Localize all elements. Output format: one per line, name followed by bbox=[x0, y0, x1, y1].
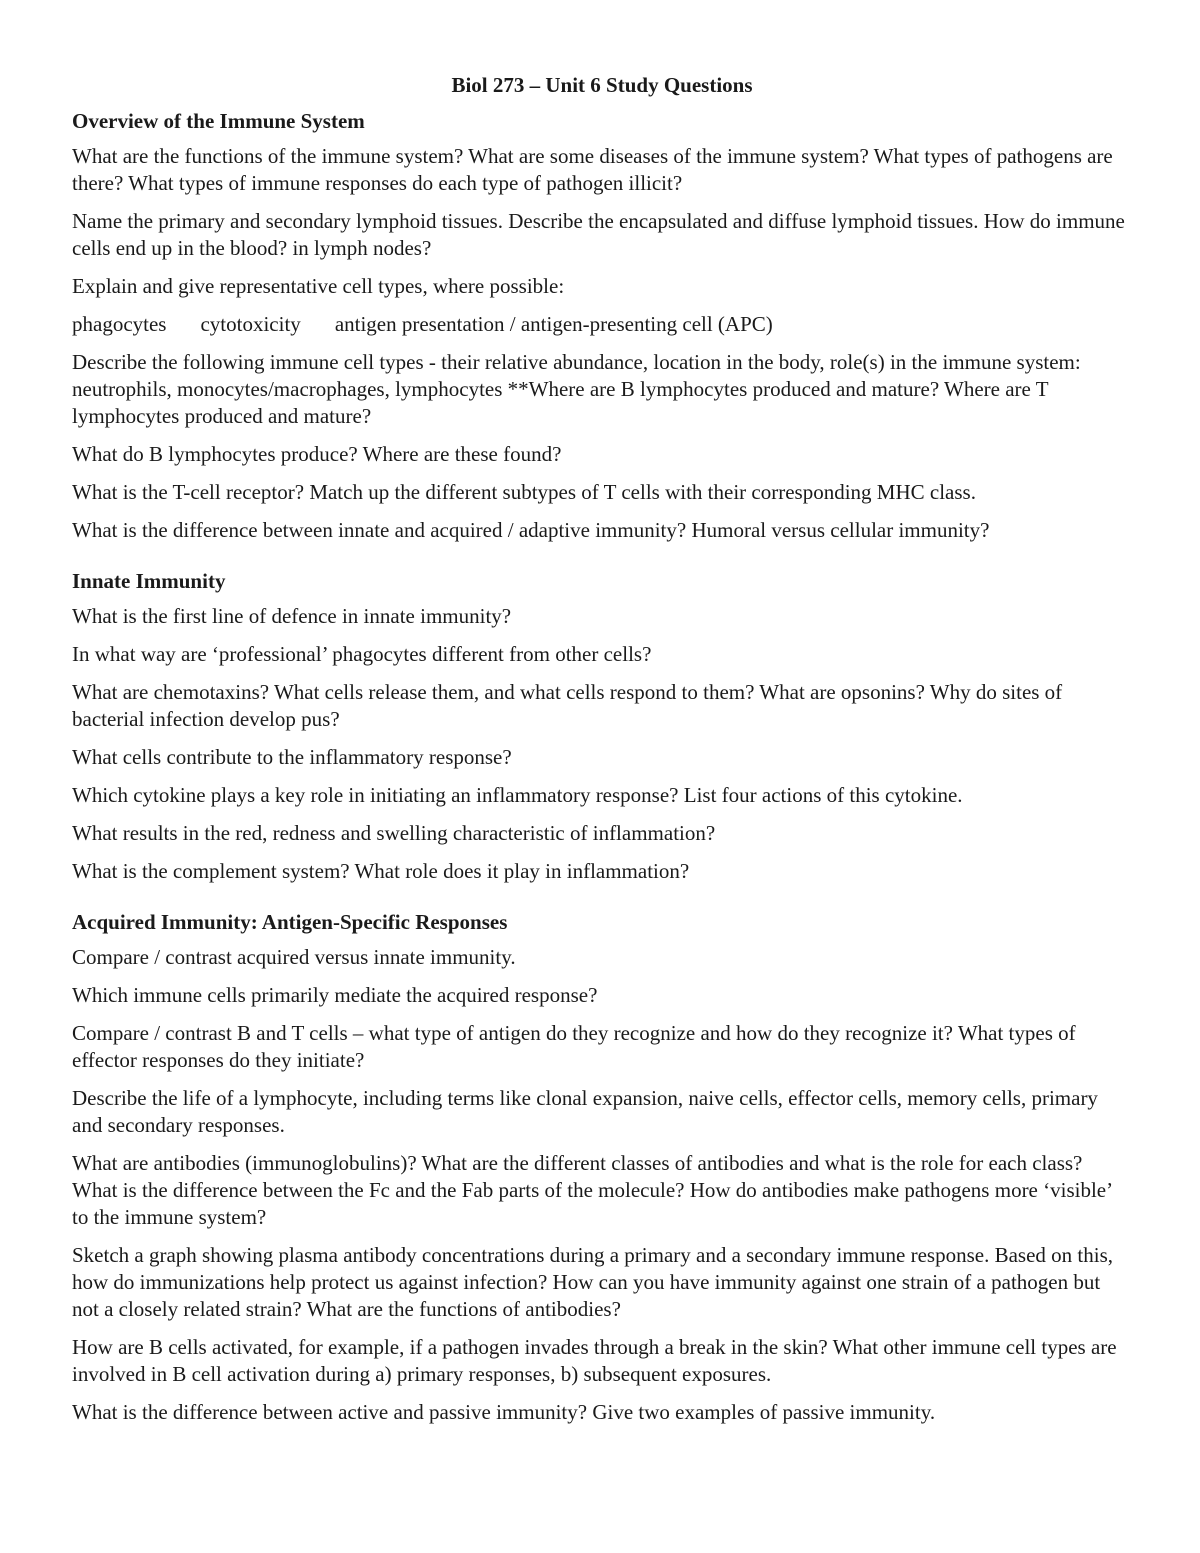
term-phagocytes: phagocytes bbox=[72, 312, 167, 336]
term-list bbox=[72, 311, 1132, 338]
section-heading-innate: Innate Immunity bbox=[72, 569, 226, 593]
question-paragraph: Compare / contrast acquired versus innate immunity. bbox=[72, 945, 516, 969]
question-paragraph: What are the functions of the immune system? What are some diseases of the immune system? What types of pathogens are there? What types of immune responses do each type of pathogen illicit? bbox=[72, 144, 1113, 195]
question-paragraph: Compare / contrast B and T cells – what type of antigen do they recognize and how do they recognize it? What types of effector responses do they initiate? bbox=[72, 1021, 1076, 1072]
section-heading-overview: Overview of the Immune System bbox=[72, 109, 365, 133]
document-title: Biol 273 – Unit 6 Study Questions bbox=[451, 73, 753, 97]
section-heading-acquired: Acquired Immunity: Antigen-Specific Responses bbox=[72, 910, 508, 934]
question-paragraph: What is the complement system? What role does it play in inflammation? bbox=[72, 859, 690, 883]
section-acquired-immunity bbox=[72, 909, 1132, 1426]
question-paragraph: What are chemotaxins? What cells release them, and what cells respond to them? What are opsonins? Why do sites of bacterial infection develop pus? bbox=[72, 680, 1063, 731]
question-paragraph: What cells contribute to the inflammatory response? bbox=[72, 745, 512, 769]
question-paragraph: How are B cells activated, for example, if a pathogen invades through a break in the skin? What other immune cell types are involved in B cell activation during a) primary responses, b) subsequent exposures. bbox=[72, 1335, 1117, 1386]
term-antigen-presentation: antigen presentation / antigen-presenting cell (APC) bbox=[334, 312, 773, 336]
question-paragraph: What is the difference between active and passive immunity? Give two examples of passive immunity. bbox=[72, 1400, 936, 1424]
term-cytotoxicity: cytotoxicity bbox=[200, 312, 301, 336]
section-innate-immunity bbox=[72, 568, 1132, 885]
question-paragraph: Name the primary and secondary lymphoid tissues. Describe the encapsulated and diffuse lymphoid tissues. How do immune cells end up in the blood? in lymph nodes? bbox=[72, 209, 1125, 260]
question-paragraph: Describe the following immune cell types - their relative abundance, location in the body, role(s) in the immune system: neutrophils, monocytes/macrophages, lymphocytes **Where are B lymphocytes produced and mature? Where are T lymphocytes produced and mature? bbox=[72, 350, 1081, 428]
question-paragraph: Which immune cells primarily mediate the acquired response? bbox=[72, 983, 598, 1007]
document-page bbox=[72, 70, 1132, 1437]
question-paragraph: What is the difference between innate and acquired / adaptive immunity? Humoral versus cellular immunity? bbox=[72, 518, 990, 542]
section-overview bbox=[72, 108, 1132, 544]
question-paragraph: What is the first line of defence in innate immunity? bbox=[72, 604, 512, 628]
question-paragraph: Which cytokine plays a key role in initiating an inflammatory response? List four actions of this cytokine. bbox=[72, 783, 963, 807]
question-paragraph: In what way are ‘professional’ phagocytes different from other cells? bbox=[72, 642, 652, 666]
question-paragraph: What is the T-cell receptor? Match up the different subtypes of T cells with their corresponding MHC class. bbox=[72, 480, 976, 504]
question-paragraph: Sketch a graph showing plasma antibody concentrations during a primary and a secondary immune response. Based on this, how do immunizations help protect us against infection? How can you have immunity against one strain of a pathogen but not a closely related strain? What are the functions of antibodies? bbox=[72, 1243, 1113, 1321]
question-paragraph: What do B lymphocytes produce? Where are these found? bbox=[72, 442, 562, 466]
question-paragraph: What are antibodies (immunoglobulins)? What are the different classes of antibodies and what is the role for each class? What is the difference between the Fc and the Fab parts of the molecule? How do antibodies make pathogens more ‘visible’ to the immune system? bbox=[72, 1151, 1112, 1229]
question-paragraph: Describe the life of a lymphocyte, including terms like clonal expansion, naive cells, effector cells, memory cells, primary and secondary responses. bbox=[72, 1086, 1098, 1137]
question-paragraph: What results in the red, redness and swelling characteristic of inflammation? bbox=[72, 821, 716, 845]
question-paragraph: Explain and give representative cell types, where possible: bbox=[72, 274, 565, 298]
